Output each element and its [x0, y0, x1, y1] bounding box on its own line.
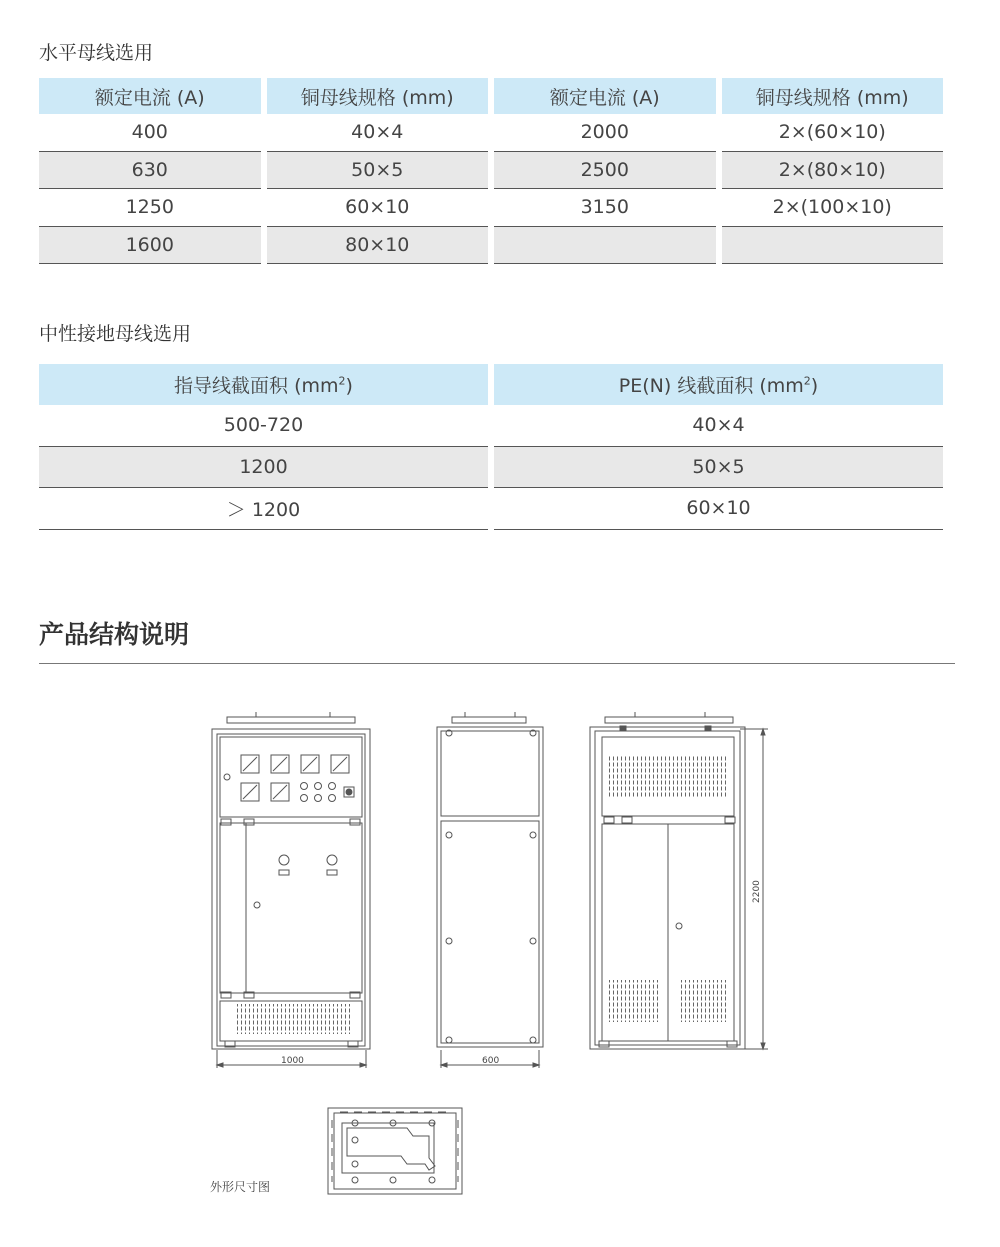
table-header: 铜母线规格 (mm) — [722, 78, 944, 114]
table-header: PE(N) 线截面积 $(mm^2)$ — [494, 364, 943, 405]
table-cell: 630 — [39, 152, 261, 190]
table-cell: 2×(80×10) — [722, 152, 944, 190]
section-title-horizontal-busbar: 水平母线选用 — [39, 42, 154, 64]
section-title-structure: 产品结构说明 — [39, 620, 190, 649]
table-header: 指导线截面积 $(mm^2)$ — [39, 364, 488, 405]
table-cell: 1250 — [39, 189, 261, 227]
side-view — [437, 712, 543, 1068]
table-cell: 60×10 — [267, 189, 489, 227]
section-title-neutral-busbar: 中性接地母线选用 — [39, 323, 192, 345]
table-cell: 80×10 — [267, 227, 489, 265]
table-header: 额定电流 (A) — [494, 78, 716, 114]
table-cell: 40×4 — [267, 114, 489, 152]
table-cell: 2500 — [494, 152, 716, 190]
rear-view — [590, 712, 768, 1049]
dimension-label-front-width: 1000 — [281, 1056, 304, 1066]
table-cell: 50×5 — [267, 152, 489, 190]
drawing-caption: 外形尺寸图 — [210, 1180, 271, 1194]
table-cell: 1600 — [39, 227, 261, 265]
table-cell: 2000 — [494, 114, 716, 152]
table-cell: 40×4 — [494, 405, 943, 447]
table-cell: 1200 — [39, 447, 488, 489]
table-cell: 60×10 — [494, 488, 943, 530]
table-cell: 500-720 — [39, 405, 488, 447]
table-header: 铜母线规格 (mm) — [267, 78, 489, 114]
table-cell: 2×(60×10) — [722, 114, 944, 152]
table-cell: ＞ 1200 — [39, 488, 488, 530]
table-cell: 400 — [39, 114, 261, 152]
table-header: 额定电流 (A) — [39, 78, 261, 114]
front-view — [212, 712, 370, 1068]
plan-view — [328, 1108, 462, 1194]
table-cell: 3150 — [494, 189, 716, 227]
table-cell: 50×5 — [494, 447, 943, 489]
table-cell: 2×(100×10) — [722, 189, 944, 227]
dimension-label-height: 2200 — [752, 880, 762, 903]
dimension-label-side-width: 600 — [482, 1056, 500, 1066]
